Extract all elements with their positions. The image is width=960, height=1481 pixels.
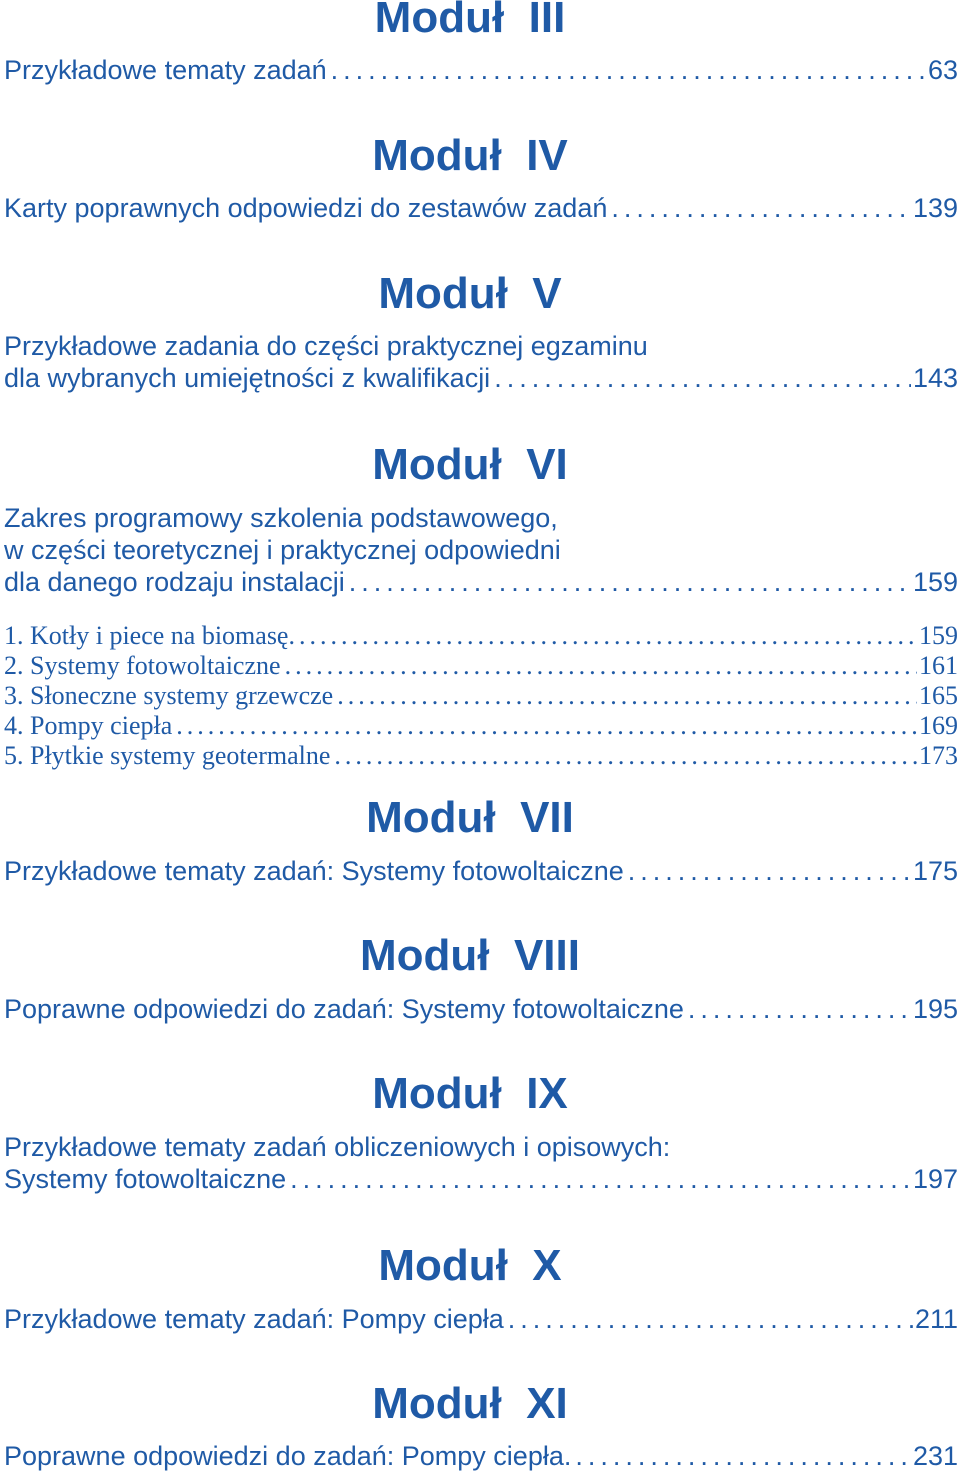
toc-entry-text: Karty poprawnych odpowiedzi do zestawów zadań [4,193,608,223]
dot-leader [508,1303,913,1335]
dot-leader [575,1440,911,1472]
toc-entry-module-4[interactable] [4,192,958,224]
toc-entry-module-6[interactable] [4,502,958,598]
dot-leader [290,1163,911,1195]
module-title-9: Moduł IX [372,1069,568,1118]
toc-entry-line [4,566,958,598]
dot-leader [334,741,917,771]
toc-entry-module-9[interactable] [4,1131,958,1195]
toc-subentry[interactable] [4,681,958,711]
dot-leader [611,192,911,224]
page-number: 143 [912,363,958,393]
toc-entry-line [4,855,958,887]
toc-entry-line [4,1440,958,1472]
module-title-5: Moduł V [378,269,562,318]
module-title-6: Moduł VI [372,440,568,489]
toc-entry-line [4,1163,958,1195]
page-number: 197 [912,1164,958,1194]
module-title-10: Moduł X [378,1241,562,1290]
toc-entry-line [4,1303,958,1335]
toc-entry-line [4,993,958,1025]
toc-entry-module-3[interactable] [4,54,958,86]
toc-entry-text: Przykładowe tematy zadań: Pompy ciepła [4,1304,504,1334]
toc-entry-module-11[interactable] [4,1440,958,1472]
toc-subentry[interactable] [4,711,958,741]
toc-entry-module-7[interactable] [4,855,958,887]
dot-leader [176,711,917,741]
page-number: 169 [919,711,958,740]
dot-leader [337,681,917,711]
toc-subentry-text: 3. Słoneczne systemy grzewcze [4,681,334,710]
toc-entry-text: Przykładowe tematy zadań obliczeniowych i opisowych: [4,1132,671,1162]
toc-subentry[interactable] [4,741,958,771]
dot-leader [285,651,917,681]
toc-subentry-text: 4. Pompy ciepła [4,711,173,740]
toc-entry-text: Przykładowe zadania do części praktycznej egzaminu [4,331,648,361]
toc-entry-text: Zakres programowy szkolenia podstawowego, [4,503,558,533]
toc-entry-text: dla danego rodzaju instalacji [4,567,345,597]
module-title-4: Moduł IV [372,131,568,180]
dot-leader [299,621,917,651]
toc-subentry[interactable] [4,621,958,651]
page-number: 159 [919,621,958,650]
toc-subentry-text: 1. Kotły i piece na biomasę. [4,621,295,650]
toc-entry-line [4,362,958,394]
module-title-8: Moduł VIII [360,931,580,980]
toc-entry-module-5[interactable] [4,330,958,394]
page-number: 165 [919,681,958,710]
page-number: 173 [919,741,958,770]
toc-entry-text: Poprawne odpowiedzi do zadań: Systemy fotowoltaiczne [4,994,684,1024]
toc-entry-text: Przykładowe tematy zadań [4,55,327,85]
toc-subentry[interactable] [4,651,958,681]
toc-subentry-text: 5. Płytkie systemy geotermalne [4,741,331,770]
dot-leader [494,362,911,394]
module-title-3: Moduł III [374,0,566,42]
page-number: 139 [912,193,958,223]
toc-entry-module-10[interactable] [4,1303,958,1335]
toc-subentry-text: 2. Systemy fotowoltaiczne [4,651,281,680]
page-number: 195 [912,994,958,1024]
page-number: 175 [912,856,958,886]
module-title-7: Moduł VII [366,793,574,842]
dot-leader [628,855,911,887]
page-number: 159 [912,567,958,597]
page-number: 161 [919,651,958,680]
toc-entry-line [4,192,958,224]
toc-entry-module-8[interactable] [4,993,958,1025]
dot-leader [688,993,911,1025]
toc-entry-text: w części teoretycznej i praktycznej odpowiedni [4,535,561,565]
toc-entry-text: Przykładowe tematy zadań: Systemy fotowoltaiczne [4,856,624,886]
module-6-sublist [4,621,958,771]
toc-entry-text: Poprawne odpowiedzi do zadań: Pompy ciepła. [4,1441,572,1471]
page-number: 231 [912,1441,958,1471]
dot-leader [349,566,911,598]
toc-entry-text: dla wybranych umiejętności z kwalifikacji [4,363,491,393]
page-number: 63 [927,55,958,85]
toc-entry-text: Systemy fotowoltaiczne [4,1164,287,1194]
module-title-11: Moduł XI [372,1379,568,1428]
page-number: 211 [914,1304,958,1334]
dot-leader [331,54,926,86]
toc-entry-line [4,54,958,86]
